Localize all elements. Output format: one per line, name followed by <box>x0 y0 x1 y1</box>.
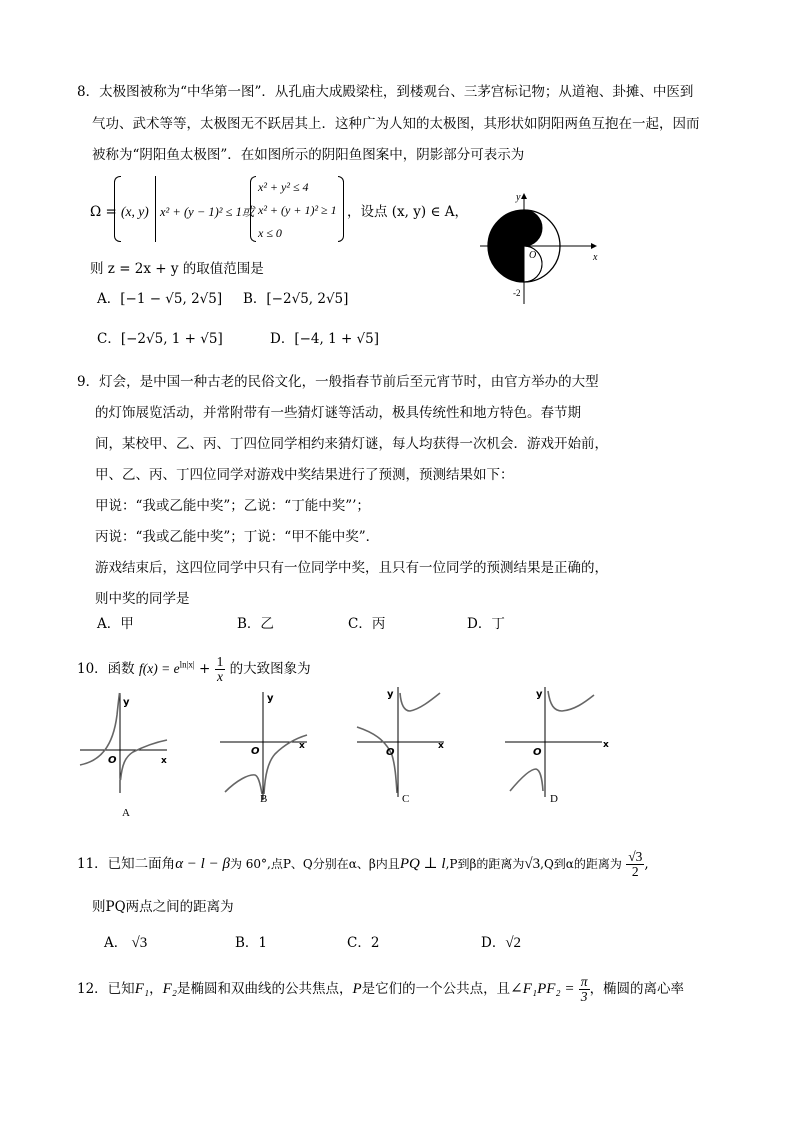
graph-d[interactable] <box>500 685 610 810</box>
q11-mid: 为 60°,点P、Q分别在α、β内且 <box>229 857 400 871</box>
q12-f1: F₁ <box>134 981 150 997</box>
taiji-figure <box>480 188 600 308</box>
q11-line2: 则PQ两点之间的距离为 <box>92 899 234 915</box>
q11-option-c[interactable]: C．2 <box>347 935 380 951</box>
q11-option-a-value: √3 <box>131 935 148 951</box>
q9-line8: 则中奖的同学是 <box>95 591 190 607</box>
q12-angle: ∠F₁PF₂ = <box>510 981 575 997</box>
q9-option-b[interactable]: B．乙 <box>237 616 274 632</box>
q11-stem <box>77 850 649 879</box>
q8-line1: 8．太极图被称为“中华第一图”．从孔庙大成殿梁柱，到楼观台、三茅宫标记物；从道袍、卦摊、中医到 <box>77 84 694 100</box>
q12-p: P <box>352 981 362 997</box>
q12-comma: ， <box>149 981 163 997</box>
q8-cond1: x² + (y − 1)² ≤ 1或 <box>160 205 255 219</box>
q8-line2: 气功、武术等等，太极图无不跃居其上．这种广为人知的太极图，其形状如阴阳两鱼互抱在一起，因而 <box>92 116 700 132</box>
q12-mid: 是椭圆和双曲线的公共焦点， <box>176 981 353 997</box>
q9-option-c[interactable]: C．丙 <box>348 616 386 632</box>
q8-sys1: x² + y² ≤ 4 <box>258 180 309 194</box>
q9-line7: 游戏结束后，这四位同学中只有一位同学中奖，且只有一位同学的预测结果是正确的， <box>95 560 608 576</box>
q11-frac-num: √3 <box>628 849 643 864</box>
graph-a-x: x <box>161 756 167 766</box>
q10-stem <box>77 655 311 684</box>
graph-b[interactable] <box>215 690 315 815</box>
graph-a-label: A <box>122 807 130 819</box>
graph-c-x: x <box>438 741 444 751</box>
q11-option-a[interactable] <box>104 934 147 952</box>
q9-option-a[interactable]: A．甲 <box>97 616 134 632</box>
q9-option-d[interactable]: D．丁 <box>467 616 505 632</box>
graph-c-y: y <box>387 689 394 700</box>
q8-option-b[interactable]: B．[−2√5, 2√5] <box>243 291 349 307</box>
q10-frac <box>215 655 226 684</box>
q8-line5: 则 z = 2x + y 的取值范围是 <box>90 261 264 277</box>
graph-b-label: B <box>260 793 268 805</box>
q9-line2: 的灯饰展览活动，并常附带有一些猜灯谜等活动，极具传统性和地方特色。春节期 <box>95 405 581 421</box>
q10-suffix: 的大致图象为 <box>229 661 311 677</box>
taiji-neg2-label: -2 <box>513 288 521 298</box>
q12-mid2: 是它们的一个公共点，且 <box>361 981 511 997</box>
q8-option-d[interactable]: D．[−4, 1 + √5] <box>270 331 380 347</box>
q8-line3: 被称为“阴阳鱼太极图”．在如图所示的阴阳鱼图案中，阴影部分可表示为 <box>92 147 525 163</box>
graph-d-x: x <box>603 740 609 750</box>
q10-prefix: 10．函数 <box>77 661 135 677</box>
graph-a-o: O <box>108 755 117 766</box>
q8-system-brace <box>250 176 256 242</box>
q8-sys2: x² + (y + 1)² ≥ 1 <box>258 203 337 217</box>
q12-frac <box>579 975 590 1004</box>
graph-c-o: O <box>386 747 395 758</box>
q11-option-d[interactable] <box>481 934 521 952</box>
graph-b-o: O <box>251 746 260 757</box>
graph-b-y: y <box>267 693 274 704</box>
graph-d-y: y <box>536 689 543 700</box>
q11-option-a-label: A． <box>104 935 128 951</box>
q12-frac-den: 3 <box>580 989 588 1004</box>
q9-line4: 甲、乙、丙、丁四位同学对游戏中奖结果进行了预测，预测结果如下： <box>95 467 514 483</box>
q11-sqrt3: √3 <box>524 856 541 872</box>
q11-frac-den: 2 <box>631 864 639 879</box>
q8-omega: Ω = <box>90 204 117 220</box>
q8-set-brace-left <box>114 176 121 242</box>
q12-frac-num: π <box>580 974 588 989</box>
q10-exp: ln|x| <box>179 659 195 670</box>
q11-perp: PQ ⊥ l <box>399 856 446 872</box>
graph-d-label: D <box>550 793 558 805</box>
q8-system-brace-right <box>338 176 344 242</box>
taiji-origin-label: O <box>529 250 537 261</box>
taiji-y-label: y <box>516 192 521 203</box>
q11-option-d-label: D． <box>481 935 506 951</box>
q10-frac-num: 1 <box>216 654 224 669</box>
q11-option-d-value: √2 <box>505 935 522 951</box>
q11-angle: α − l − β <box>175 856 230 872</box>
q11-option-b[interactable]: B．1 <box>235 935 268 951</box>
q11-mid2: ,P到β的距离为 <box>445 857 525 871</box>
q8-sys3: x ≤ 0 <box>258 226 282 240</box>
q8-after-set: ，设点 (x, y) ∈ A， <box>347 204 468 220</box>
q11-end: , <box>644 856 649 872</box>
q12-end: ，椭圆的离心率 <box>589 981 685 997</box>
q11-prefix: 11．已知二面角 <box>77 856 176 872</box>
graph-c-label: C <box>402 793 410 805</box>
q10-plus: + <box>198 661 211 677</box>
q9-line1: 9．灯会，是中国一种古老的民俗文化，一般指春节前后至元宵节时，由官方举办的大型 <box>77 374 599 390</box>
q8-option-a[interactable]: A．[−1 − √5, 2√5] <box>97 291 223 307</box>
q12-f2: F₂ <box>162 981 177 997</box>
taiji-x-label: x <box>593 252 598 263</box>
graph-a[interactable] <box>75 685 175 820</box>
graph-c[interactable] <box>352 685 452 810</box>
q12-prefix: 12．已知 <box>77 981 135 997</box>
q9-line5: 甲说：“我或乙能中奖”；乙说：“丁能中奖”’； <box>95 498 370 514</box>
q10-func: f(x) = e <box>138 661 180 676</box>
q11-mid3: ,Q到α的距离为 <box>540 857 622 871</box>
q8-set-divider <box>155 176 156 242</box>
q12-stem <box>77 975 684 1004</box>
taiji-2-label: 2 <box>515 201 520 211</box>
q10-frac-den: x <box>216 669 223 684</box>
q9-line6: 丙说：“我或乙能中奖”；丁说：“甲不能中奖”． <box>95 529 380 545</box>
q8-option-c[interactable]: C．[−2√5, 1 + √5] <box>97 331 223 347</box>
q9-line3: 间，某校甲、乙、丙、丁四位同学相约来猜灯谜，每人均获得一次机会．游戏开始前， <box>95 436 608 452</box>
graph-b-x: x <box>299 741 305 751</box>
q8-set-xy: (x, y) <box>121 204 149 219</box>
graph-d-o: O <box>533 747 542 758</box>
graph-a-y: y <box>123 697 130 708</box>
q11-frac <box>626 850 644 879</box>
